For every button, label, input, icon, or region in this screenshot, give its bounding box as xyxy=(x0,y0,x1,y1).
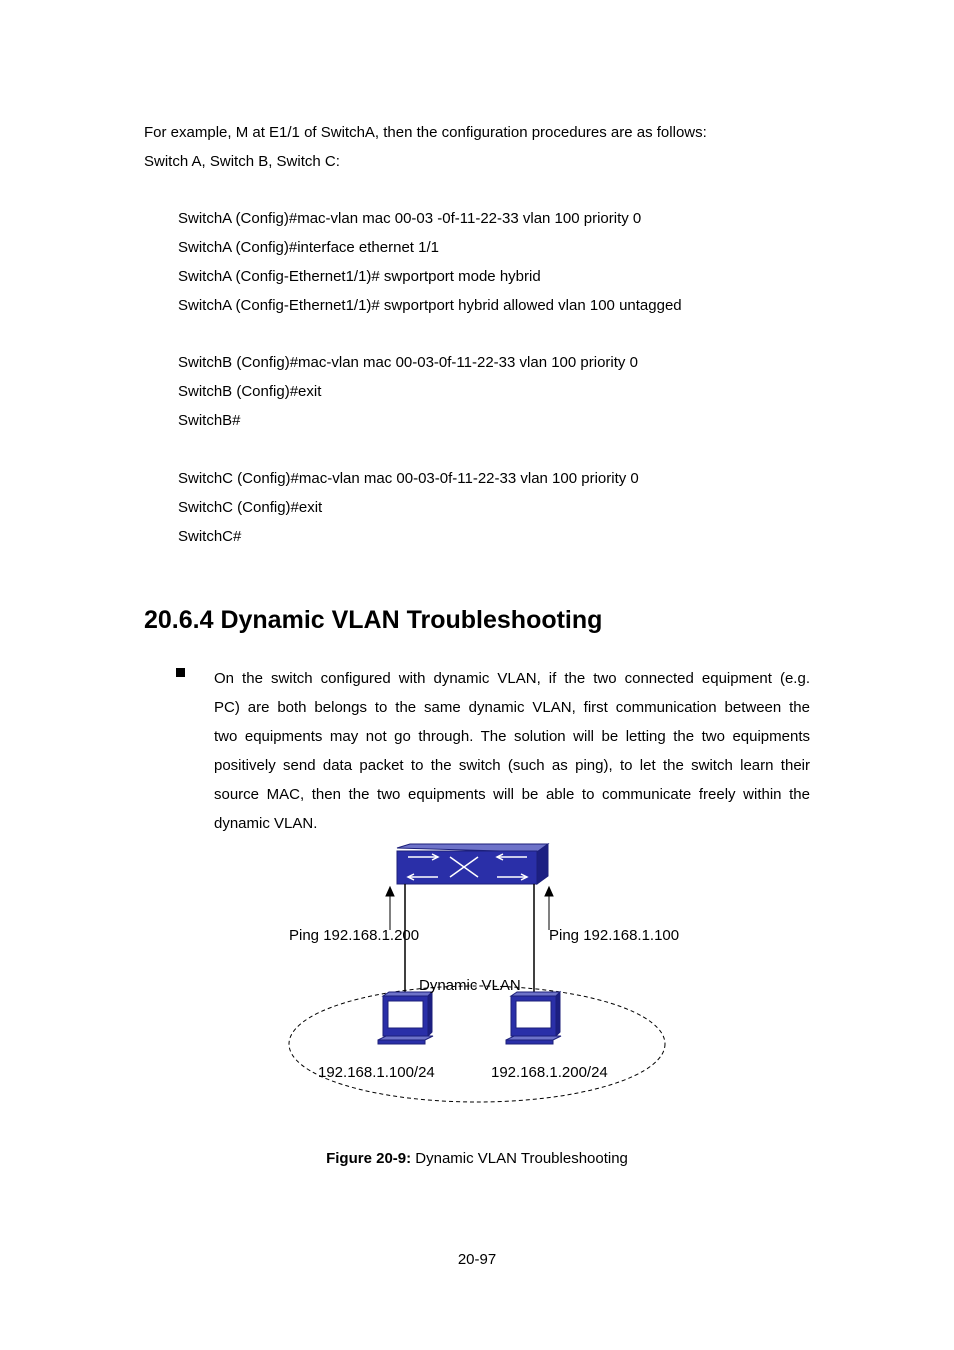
code-line: SwitchA (Config)#interface ethernet 1/1 xyxy=(178,239,439,256)
code-line: SwitchA (Config-Ethernet1/1)# swportport hybrid allowed vlan 100 untagged xyxy=(178,297,682,314)
code-line: SwitchA (Config)#mac-vlan mac 00-03 -0f-11-22-33 vlan 100 priority 0 xyxy=(178,210,642,227)
ping-left-label: Ping 192.168.1.200 xyxy=(289,927,420,944)
bullet-line: two equipments may not go through. The solution will be letting the two equipments xyxy=(214,728,810,745)
code-line: SwitchB# xyxy=(178,412,241,429)
computer-icon xyxy=(378,992,433,1044)
pc-left-ip: 192.168.1.100/24 xyxy=(318,1064,435,1081)
page-number: 20-97 xyxy=(457,1251,497,1268)
vlan-boundary xyxy=(289,986,665,1102)
code-line: SwitchB (Config)#exit xyxy=(178,383,322,400)
bullet-line: PC) are both belongs to the same dynamic VLAN, first communication between the xyxy=(214,699,810,716)
pc-right-ip: 192.168.1.200/24 xyxy=(491,1064,608,1081)
bullet-line: positively send data packet to the switch (such as ping), to let the switch learn their xyxy=(214,757,810,774)
arrow-up-icon xyxy=(386,887,394,930)
code-line: SwitchC (Config)#mac-vlan mac 00-03-0f-11-22-33 vlan 100 priority 0 xyxy=(178,470,639,487)
computer-icon xyxy=(506,992,561,1044)
bullet-line: source MAC, then the two equipments will be able to communicate freely within the xyxy=(214,786,810,803)
intro-line-1: For example, M at E1/1 of SwitchA, then the configuration procedures are as follows: xyxy=(144,124,707,141)
code-line: SwitchB (Config)#mac-vlan mac 00-03-0f-11-22-33 vlan 100 priority 0 xyxy=(178,354,638,371)
code-line: SwitchC (Config)#exit xyxy=(178,499,323,516)
bullet-line: On the switch configured with dynamic VLAN, if the two connected equipment (e.g. xyxy=(214,670,810,687)
arrow-up-icon xyxy=(545,887,553,930)
figure-caption-label: Figure 20-9: xyxy=(326,1150,412,1167)
network-switch-icon xyxy=(397,844,548,884)
section-heading: 20.6.4 Dynamic VLAN Troubleshooting xyxy=(144,606,603,634)
figure-caption-text: Dynamic VLAN Troubleshooting xyxy=(411,1150,628,1167)
vlan-label: Dynamic VLAN xyxy=(419,977,521,994)
ping-right-label: Ping 192.168.1.100 xyxy=(549,927,680,944)
intro-line-2: Switch A, Switch B, Switch C: xyxy=(144,153,340,170)
figure-caption xyxy=(0,1150,954,1168)
code-line: SwitchA (Config-Ethernet1/1)# swportport mode hybrid xyxy=(178,268,541,285)
bullet-line: dynamic VLAN. xyxy=(214,815,318,832)
code-line: SwitchC# xyxy=(178,528,242,545)
